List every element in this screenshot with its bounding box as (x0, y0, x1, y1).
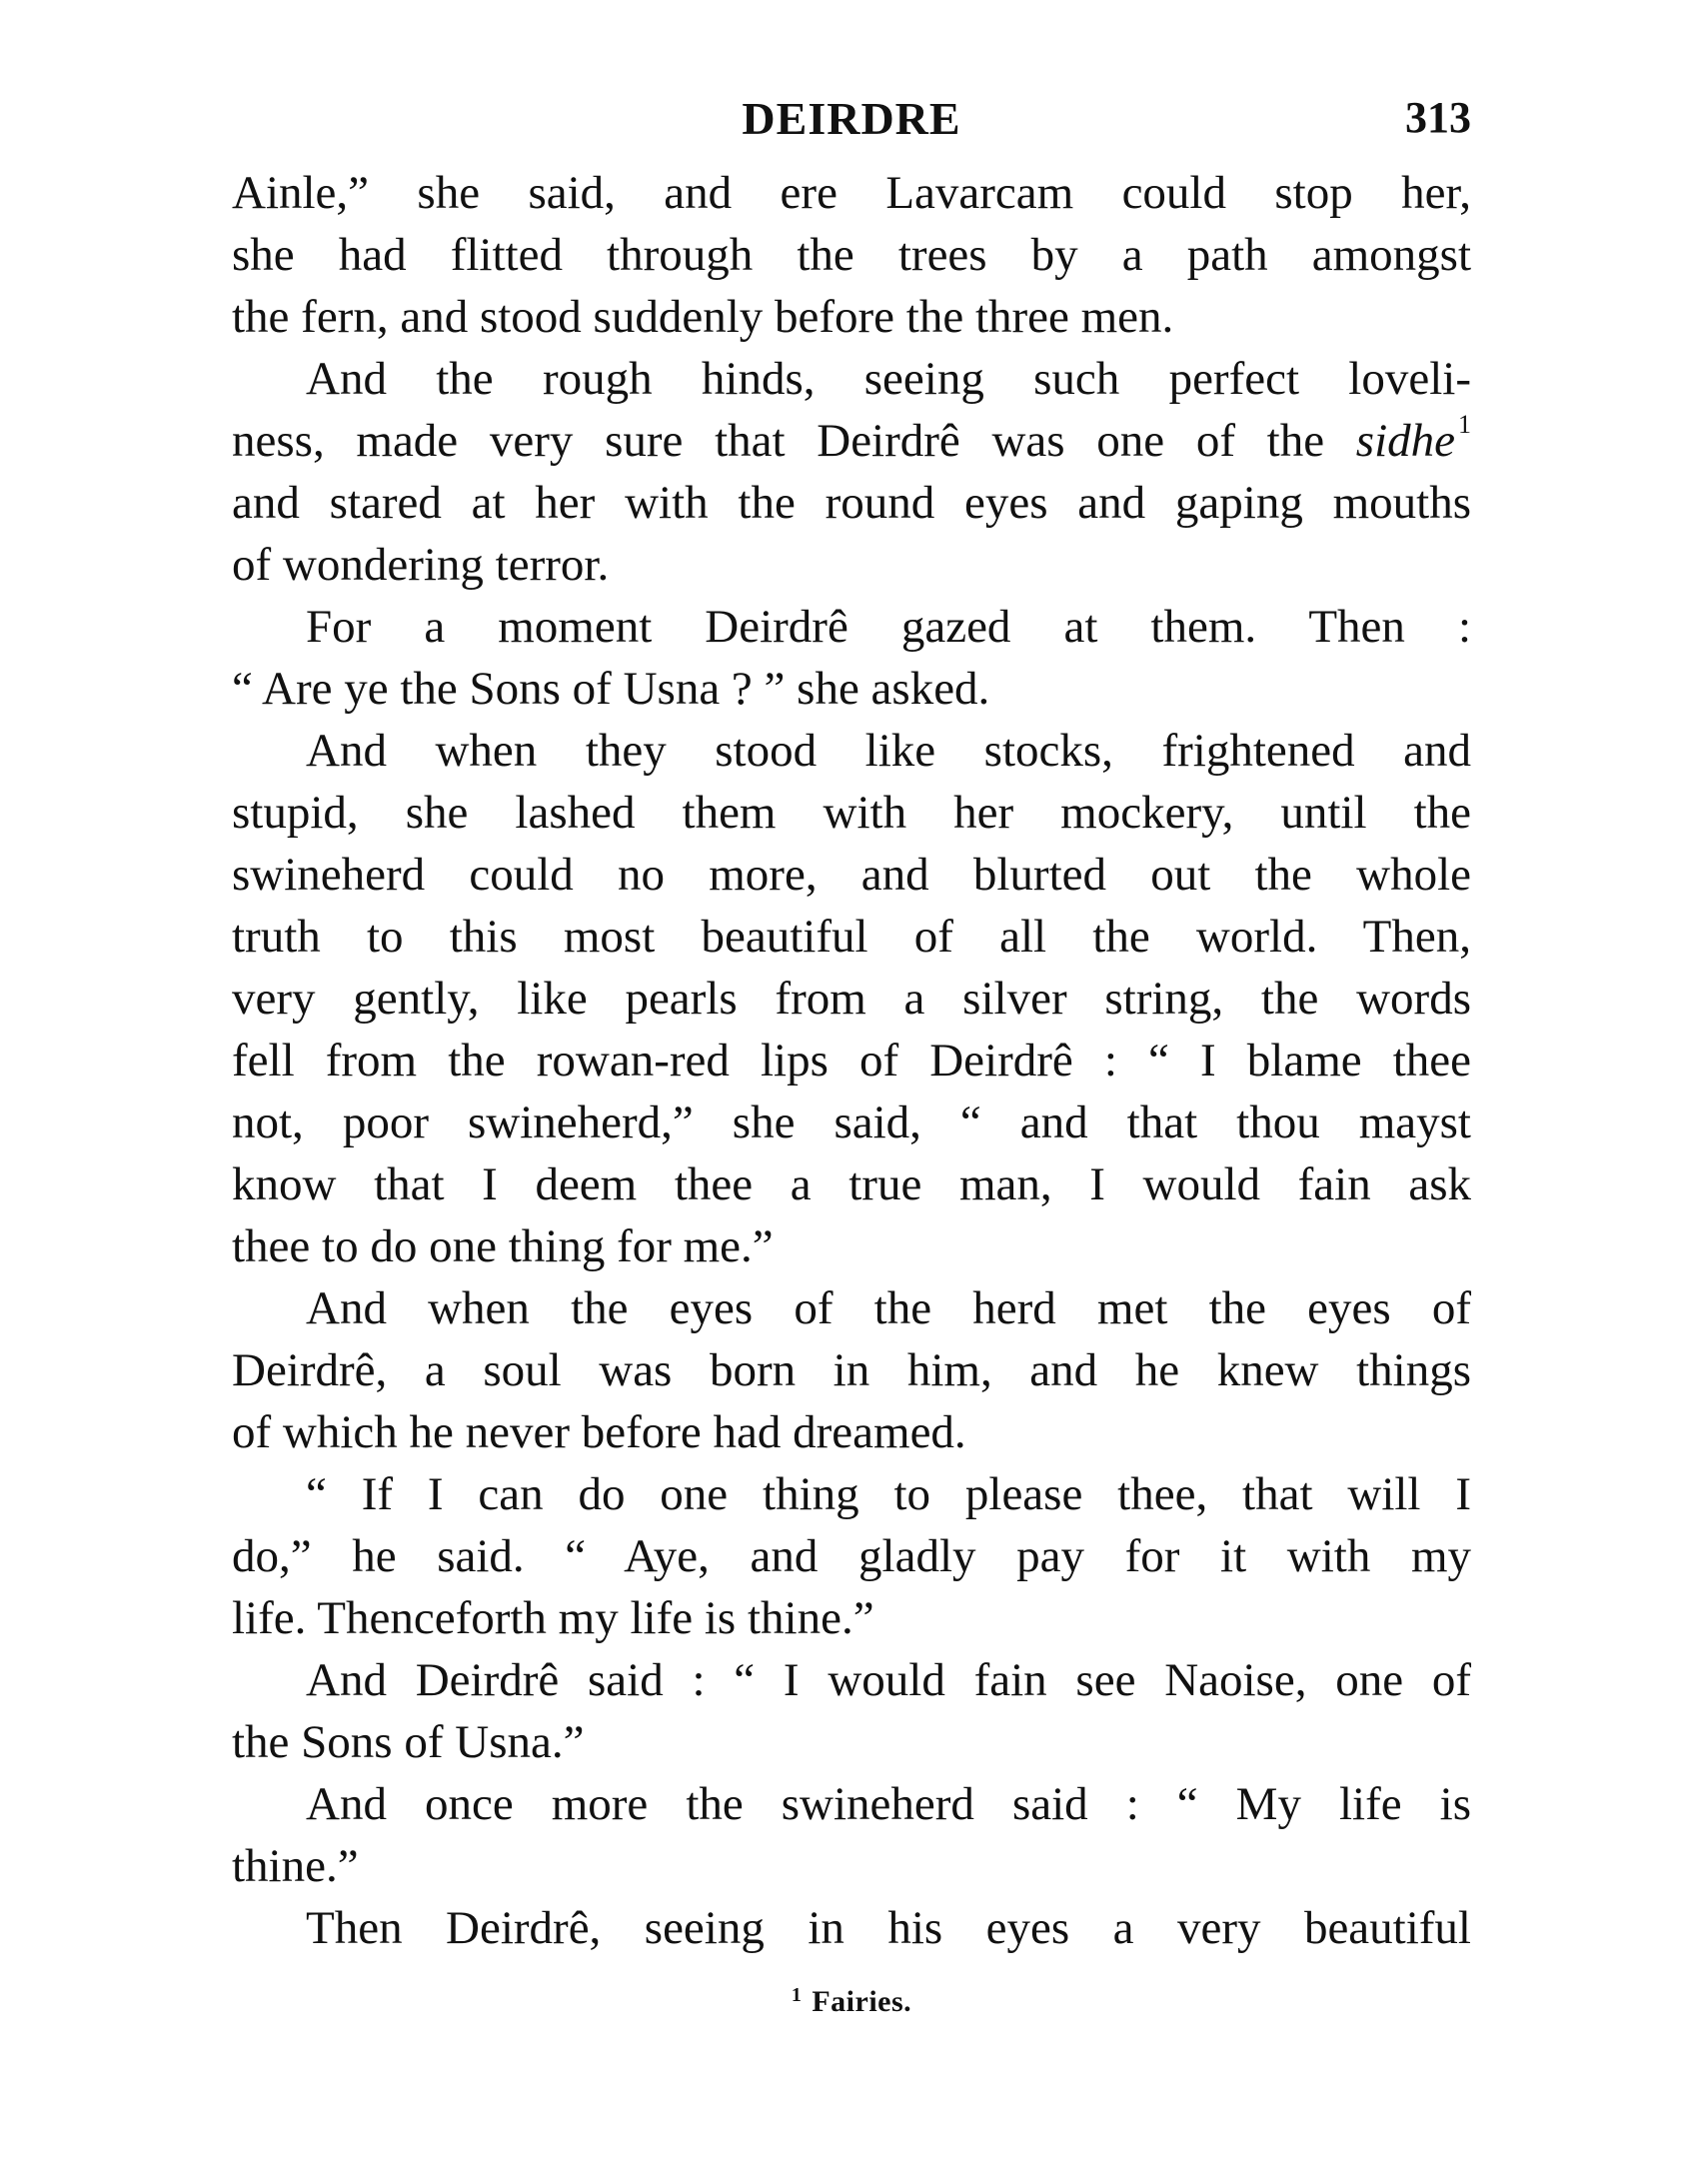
text-line: And when the eyes of the herd met the eyes of (306, 1282, 1471, 1334)
running-head (232, 92, 1471, 154)
text-line: the fern, and stood suddenly before the three men. (232, 291, 1174, 343)
text-line: truth to this most beautiful of all the world. Then, (232, 911, 1471, 963)
text-line: of wondering terror. (232, 539, 610, 591)
text-line: Then Deirdrê, seeing in his eyes a very beautiful (306, 1902, 1471, 1954)
text-line (232, 410, 1471, 472)
text-line: Deirdrê, a soul was born in him, and he knew things (232, 1344, 1471, 1396)
book-page (232, 92, 1471, 2019)
text-line: For a moment Deirdrê gazed at them. Then : (306, 601, 1471, 653)
footnote-reference: 1 (1458, 410, 1471, 440)
line-text: ness, made very sure that Deirdrê was one of the (232, 415, 1356, 467)
body-text (232, 162, 1471, 1959)
text-line: swineherd could no more, and blurted out the whole (232, 849, 1471, 901)
text-line: life. Thenceforth my life is thine.” (232, 1592, 874, 1644)
text-line: not, poor swineherd,” she said, “ and that thou mayst (232, 1096, 1471, 1148)
text-line: thee to do one thing for me.” (232, 1220, 774, 1272)
running-title: DEIRDRE (742, 93, 961, 144)
text-line: And the rough hinds, seeing such perfect loveli- (306, 353, 1471, 405)
text-line: of which he never before had dreamed. (232, 1406, 966, 1458)
text-line: “ Are ye the Sons of Usna ? ” she asked. (232, 663, 990, 715)
text-line: and stared at her with the round eyes and gaping mouths (232, 477, 1471, 529)
footnote-mark: 1 (791, 1984, 803, 2006)
text-line: stupid, she lashed them with her mockery, until the (232, 787, 1471, 839)
text-line: know that I deem thee a true man, I would fain ask (232, 1158, 1471, 1210)
text-line: And Deirdrê said : “ I would fain see Naoise, one of (306, 1654, 1471, 1706)
page-number: 313 (1405, 93, 1471, 142)
text-line: Ainle,” she said, and ere Lavarcam could stop her, (232, 167, 1471, 219)
text-line: the Sons of Usna.” (232, 1716, 585, 1768)
text-line: she had flitted through the trees by a path amongst (232, 229, 1471, 281)
text-line: do,” he said. “ Aye, and gladly pay for it with my (232, 1530, 1471, 1582)
text-line: fell from the rowan-red lips of Deirdrê : “ I blame thee (232, 1035, 1471, 1087)
italic-word: sidhe (1355, 415, 1455, 467)
text-line: very gently, like pearls from a silver string, the words (232, 973, 1471, 1025)
text-line: And when they stood like stocks, frightened and (306, 725, 1471, 777)
text-line: “ If I can do one thing to please thee, that will I (306, 1468, 1471, 1520)
footnote-text: Fairies. (812, 1985, 912, 2018)
text-line: thine.” (232, 1840, 359, 1892)
footnote (232, 1985, 1471, 2019)
text-line: And once more the swineherd said : “ My life is (306, 1778, 1471, 1830)
